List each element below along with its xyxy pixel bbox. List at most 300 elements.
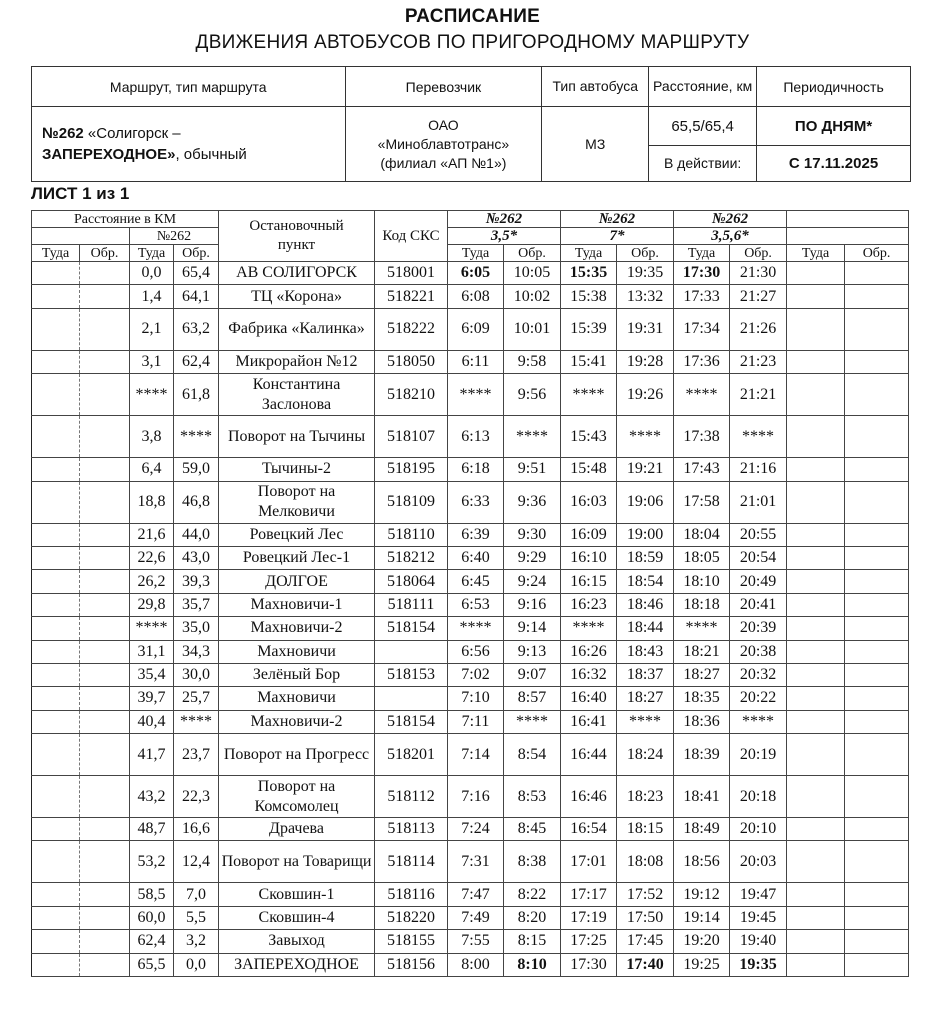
time-cell: 6:13 xyxy=(448,416,504,458)
km-to-empty-cell xyxy=(32,687,80,710)
empty-time-cell xyxy=(845,593,909,616)
km-to-empty-cell xyxy=(32,841,80,883)
km-to-empty-cell xyxy=(32,663,80,686)
carrier-line-3: (филиал «АП №1») xyxy=(380,154,507,171)
empty-time-cell xyxy=(845,687,909,710)
km-to-cell: 35,4 xyxy=(130,663,174,686)
empty-trip-header xyxy=(787,211,909,228)
stop-name-cell: Ровецкий Лес-1 xyxy=(219,546,375,569)
time-cell: 20:39 xyxy=(730,617,787,640)
time-cell: 16:40 xyxy=(561,687,617,710)
time-cell: 17:01 xyxy=(561,841,617,883)
time-cell: 9:56 xyxy=(504,374,561,416)
km-back-empty-cell xyxy=(80,818,130,841)
km-back-empty-cell xyxy=(80,734,130,776)
time-cell: 8:10 xyxy=(504,953,561,976)
time-cell: 18:04 xyxy=(674,523,730,546)
trip-1-days: 3,5* xyxy=(448,228,561,245)
km-to-cell: 43,2 xyxy=(130,776,174,818)
time-cell: 17:30 xyxy=(561,953,617,976)
km-back-cell: **** xyxy=(174,416,219,458)
time-cell: **** xyxy=(448,374,504,416)
table-row xyxy=(32,617,909,640)
time-cell: 17:52 xyxy=(617,883,674,906)
table-row xyxy=(32,663,909,686)
time-cell: 18:27 xyxy=(674,663,730,686)
time-cell: 9:14 xyxy=(504,617,561,640)
time-cell: 19:45 xyxy=(730,906,787,929)
schedule-table xyxy=(31,210,909,977)
empty-time-cell xyxy=(787,523,845,546)
km-back-cell: 59,0 xyxy=(174,458,219,481)
km-to-cell: 26,2 xyxy=(130,570,174,593)
time-cell: 9:30 xyxy=(504,523,561,546)
carrier-header: Перевозчик xyxy=(345,67,542,107)
stop-name-cell: Ровецкий Лес xyxy=(219,523,375,546)
km-back-cell: 22,3 xyxy=(174,776,219,818)
empty-time-cell xyxy=(845,570,909,593)
time-cell: 9:29 xyxy=(504,546,561,569)
time-cell: 6:45 xyxy=(448,570,504,593)
time-cell: 10:01 xyxy=(504,308,561,350)
km-back-cell: 43,0 xyxy=(174,546,219,569)
table-row xyxy=(32,374,909,416)
table-row xyxy=(32,883,909,906)
page-title: РАСПИСАНИЕ xyxy=(404,6,541,27)
empty-time-cell xyxy=(787,458,845,481)
time-cell: 18:36 xyxy=(674,710,730,733)
table-row xyxy=(32,350,909,373)
km-back-header: Обр. xyxy=(174,245,219,262)
time-cell: 17:34 xyxy=(674,308,730,350)
time-cell: 6:18 xyxy=(448,458,504,481)
stop-name-cell: ТЦ «Корона» xyxy=(219,285,375,308)
time-cell: 9:24 xyxy=(504,570,561,593)
time-cell: 21:01 xyxy=(730,481,787,523)
km-back-empty-cell xyxy=(80,841,130,883)
time-cell: 6:40 xyxy=(448,546,504,569)
time-cell: 15:43 xyxy=(561,416,617,458)
km-back-cell: 63,2 xyxy=(174,308,219,350)
km-to-cell: 40,4 xyxy=(130,710,174,733)
km-back-empty-cell xyxy=(80,710,130,733)
km-to-cell: 0,0 xyxy=(130,262,174,285)
km-back-cell: 35,0 xyxy=(174,617,219,640)
code-cell: 518111 xyxy=(375,593,448,616)
time-cell: 16:09 xyxy=(561,523,617,546)
time-cell: 19:35 xyxy=(617,262,674,285)
time-cell: 18:27 xyxy=(617,687,674,710)
time-cell: 21:21 xyxy=(730,374,787,416)
km-to-empty-cell xyxy=(32,481,80,523)
code-cell: 518114 xyxy=(375,841,448,883)
time-cell: 18:59 xyxy=(617,546,674,569)
empty-time-cell xyxy=(787,734,845,776)
trip-3-to-header: Туда xyxy=(674,245,730,262)
empty-time-cell xyxy=(787,570,845,593)
time-cell: 7:55 xyxy=(448,930,504,953)
table-row xyxy=(32,416,909,458)
time-cell: 16:23 xyxy=(561,593,617,616)
route-262-km-header: №262 xyxy=(130,228,219,245)
km-back-empty-cell xyxy=(80,883,130,906)
time-cell: 10:02 xyxy=(504,285,561,308)
code-cell: 518116 xyxy=(375,883,448,906)
time-cell: 20:38 xyxy=(730,640,787,663)
empty-time-cell xyxy=(787,930,845,953)
code-cell: 518110 xyxy=(375,523,448,546)
time-cell: 16:44 xyxy=(561,734,617,776)
empty-time-cell xyxy=(787,841,845,883)
time-cell: 20:18 xyxy=(730,776,787,818)
empty-time-cell xyxy=(787,350,845,373)
km-back-cell: 44,0 xyxy=(174,523,219,546)
empty-time-cell xyxy=(845,546,909,569)
km-back-cell: 46,8 xyxy=(174,481,219,523)
km-to-empty-cell xyxy=(32,523,80,546)
stop-name-cell: Поворот на Мелковичи xyxy=(219,481,375,523)
empty-time-cell xyxy=(787,593,845,616)
stop-name-cell: Поворот на Комсомолец xyxy=(219,776,375,818)
km-back-empty-cell xyxy=(80,687,130,710)
km-back-cell: 23,7 xyxy=(174,734,219,776)
stop-name-cell: Завыход xyxy=(219,930,375,953)
time-cell: 18:08 xyxy=(617,841,674,883)
time-cell: 15:38 xyxy=(561,285,617,308)
km-to-cell: 3,1 xyxy=(130,350,174,373)
km-to-cell: 65,5 xyxy=(130,953,174,976)
table-row xyxy=(32,308,909,350)
time-cell: 18:35 xyxy=(674,687,730,710)
empty-time-cell xyxy=(845,906,909,929)
km-back-cell: 5,5 xyxy=(174,906,219,929)
stop-header: Остановочный пункт xyxy=(219,211,375,262)
km-back-cell: 25,7 xyxy=(174,687,219,710)
time-cell: 18:49 xyxy=(674,818,730,841)
empty-time-cell xyxy=(787,546,845,569)
time-cell: **** xyxy=(674,617,730,640)
time-cell: 20:03 xyxy=(730,841,787,883)
table-row xyxy=(32,593,909,616)
code-cell: 518109 xyxy=(375,481,448,523)
empty-time-cell xyxy=(787,308,845,350)
km-to-cell: **** xyxy=(130,374,174,416)
empty-time-cell xyxy=(787,776,845,818)
time-cell: 18:54 xyxy=(617,570,674,593)
empty-time-cell xyxy=(787,710,845,733)
time-cell: **** xyxy=(561,374,617,416)
stop-name-cell: Микрорайон №12 xyxy=(219,350,375,373)
trip-1-back-header: Обр. xyxy=(504,245,561,262)
km-back-cell: 64,1 xyxy=(174,285,219,308)
trip-2-days: 7* xyxy=(561,228,674,245)
trip-2-to-header: Туда xyxy=(561,245,617,262)
table-row xyxy=(32,262,909,285)
empty-route-header xyxy=(32,228,130,245)
empty-time-cell xyxy=(845,663,909,686)
code-cell: 518156 xyxy=(375,953,448,976)
km-back-empty-cell xyxy=(80,953,130,976)
time-cell: 19:00 xyxy=(617,523,674,546)
time-cell: 18:56 xyxy=(674,841,730,883)
stop-name-cell: Поворот на Прогресс xyxy=(219,734,375,776)
stop-name-cell: АВ СОЛИГОРСК xyxy=(219,262,375,285)
table-row xyxy=(32,734,909,776)
km-back-cell: 16,6 xyxy=(174,818,219,841)
table-row xyxy=(32,546,909,569)
time-cell: 18:43 xyxy=(617,640,674,663)
empty-time-cell xyxy=(787,953,845,976)
table-row xyxy=(32,570,909,593)
route-number: №262 xyxy=(42,125,84,143)
km-back-cell: 39,3 xyxy=(174,570,219,593)
km-back-empty-cell xyxy=(80,285,130,308)
km-to-empty-cell xyxy=(32,818,80,841)
time-cell: 8:54 xyxy=(504,734,561,776)
time-cell: 20:22 xyxy=(730,687,787,710)
time-cell: 19:20 xyxy=(674,930,730,953)
time-cell: **** xyxy=(674,374,730,416)
time-cell: 8:53 xyxy=(504,776,561,818)
empty-time-cell xyxy=(845,374,909,416)
code-cell: 518154 xyxy=(375,617,448,640)
km-to-cell: 2,1 xyxy=(130,308,174,350)
trip-3-days: 3,5,6* xyxy=(674,228,787,245)
time-cell: 9:13 xyxy=(504,640,561,663)
time-cell: 17:58 xyxy=(674,481,730,523)
empty-time-cell xyxy=(845,818,909,841)
code-cell: 518154 xyxy=(375,710,448,733)
km-to-empty-cell xyxy=(32,953,80,976)
empty-time-cell xyxy=(845,350,909,373)
time-cell: 16:26 xyxy=(561,640,617,663)
stop-name-cell: Зелёный Бор xyxy=(219,663,375,686)
time-cell: 20:49 xyxy=(730,570,787,593)
empty-time-cell xyxy=(787,663,845,686)
empty-time-cell xyxy=(787,617,845,640)
km-to-empty-cell xyxy=(32,734,80,776)
km-to-cell: 29,8 xyxy=(130,593,174,616)
page-subtitle: ДВИЖЕНИЯ АВТОБУСОВ ПО ПРИГОРОДНОМУ МАРШРУТУ xyxy=(195,32,750,53)
time-cell: 6:53 xyxy=(448,593,504,616)
time-cell: 17:45 xyxy=(617,930,674,953)
distance-header: Расстояние, км xyxy=(649,67,757,107)
time-cell: 7:47 xyxy=(448,883,504,906)
code-cell: 518064 xyxy=(375,570,448,593)
km-to-empty-cell xyxy=(32,776,80,818)
time-cell: 15:48 xyxy=(561,458,617,481)
empty-time-cell xyxy=(787,906,845,929)
time-cell: 18:46 xyxy=(617,593,674,616)
code-header: Код СКС xyxy=(375,211,448,262)
route-type: , обычный xyxy=(175,146,247,164)
table-row xyxy=(32,458,909,481)
km-back-cell: 65,4 xyxy=(174,262,219,285)
km-to-cell: 60,0 xyxy=(130,906,174,929)
time-cell: 17:36 xyxy=(674,350,730,373)
trip-1-to-header: Туда xyxy=(448,245,504,262)
km-back-empty-cell xyxy=(80,776,130,818)
stop-name-cell: Поворот на Тычины xyxy=(219,416,375,458)
in-effect-label: В действии: xyxy=(649,145,757,181)
empty-time-cell xyxy=(845,458,909,481)
km-back-empty-cell xyxy=(80,617,130,640)
km-back-cell: 12,4 xyxy=(174,841,219,883)
trip-3-route: №262 xyxy=(674,211,787,228)
time-cell: 16:46 xyxy=(561,776,617,818)
km-to-cell: 41,7 xyxy=(130,734,174,776)
table-row xyxy=(32,818,909,841)
time-cell: 9:36 xyxy=(504,481,561,523)
stop-name-cell: Махновичи xyxy=(219,687,375,710)
km-to-empty-cell xyxy=(32,883,80,906)
time-cell: 18:15 xyxy=(617,818,674,841)
distance-value: 65,5/65,4 xyxy=(649,107,757,145)
time-cell: 9:58 xyxy=(504,350,561,373)
time-cell: 21:26 xyxy=(730,308,787,350)
time-cell: 7:14 xyxy=(448,734,504,776)
time-cell: 21:30 xyxy=(730,262,787,285)
code-cell: 518220 xyxy=(375,906,448,929)
time-cell: 6:33 xyxy=(448,481,504,523)
time-cell: **** xyxy=(617,710,674,733)
code-cell xyxy=(375,687,448,710)
time-cell: 7:10 xyxy=(448,687,504,710)
time-cell: 18:10 xyxy=(674,570,730,593)
time-cell: 10:05 xyxy=(504,262,561,285)
km-to-cell: 62,4 xyxy=(130,930,174,953)
time-cell: 19:35 xyxy=(730,953,787,976)
trip-3-back-header: Обр. xyxy=(730,245,787,262)
km-to-empty-cell xyxy=(32,308,80,350)
table-row xyxy=(32,953,909,976)
code-cell: 518153 xyxy=(375,663,448,686)
km-back-empty-cell xyxy=(80,523,130,546)
time-cell: 19:40 xyxy=(730,930,787,953)
code-cell: 518201 xyxy=(375,734,448,776)
time-cell: 6:05 xyxy=(448,262,504,285)
table-row xyxy=(32,523,909,546)
empty-time-cell xyxy=(845,776,909,818)
time-cell: 16:03 xyxy=(561,481,617,523)
time-cell: 19:26 xyxy=(617,374,674,416)
time-cell: 18:21 xyxy=(674,640,730,663)
time-cell: 21:23 xyxy=(730,350,787,373)
time-cell: 8:20 xyxy=(504,906,561,929)
time-cell: 19:31 xyxy=(617,308,674,350)
code-cell: 518212 xyxy=(375,546,448,569)
time-cell: 6:08 xyxy=(448,285,504,308)
km-back-cell: 34,3 xyxy=(174,640,219,663)
code-cell: 518050 xyxy=(375,350,448,373)
table-row xyxy=(32,841,909,883)
empty-time-cell xyxy=(845,262,909,285)
time-cell: **** xyxy=(448,617,504,640)
time-cell: 21:16 xyxy=(730,458,787,481)
empty-time-cell xyxy=(787,285,845,308)
km-to-empty-cell xyxy=(32,416,80,458)
stop-name-cell: Сковшин-1 xyxy=(219,883,375,906)
empty-time-cell xyxy=(787,374,845,416)
time-cell: 19:28 xyxy=(617,350,674,373)
time-cell: 17:19 xyxy=(561,906,617,929)
time-cell: 17:30 xyxy=(674,262,730,285)
time-cell: **** xyxy=(617,416,674,458)
km-to-cell: 22,6 xyxy=(130,546,174,569)
code-cell: 518107 xyxy=(375,416,448,458)
stop-name-cell: Махновичи-2 xyxy=(219,617,375,640)
time-cell: 20:19 xyxy=(730,734,787,776)
code-cell: 518112 xyxy=(375,776,448,818)
trip-4-to-header: Туда xyxy=(787,245,845,262)
time-cell: **** xyxy=(504,710,561,733)
km-back-cell: 30,0 xyxy=(174,663,219,686)
table-row xyxy=(32,285,909,308)
route-info-table xyxy=(31,66,911,182)
time-cell: 20:10 xyxy=(730,818,787,841)
empty-time-cell xyxy=(845,953,909,976)
empty-time-cell xyxy=(845,285,909,308)
time-cell: 19:12 xyxy=(674,883,730,906)
km-to-cell: 6,4 xyxy=(130,458,174,481)
km-back-empty-cell xyxy=(80,262,130,285)
km-back-cell: 0,0 xyxy=(174,953,219,976)
trip-4-back-header: Обр. xyxy=(845,245,909,262)
empty-time-cell xyxy=(845,481,909,523)
km-to-empty-cell xyxy=(32,570,80,593)
km-back-empty-cell xyxy=(80,350,130,373)
time-cell: 8:22 xyxy=(504,883,561,906)
time-cell: 7:02 xyxy=(448,663,504,686)
time-cell: 6:56 xyxy=(448,640,504,663)
time-cell: 17:50 xyxy=(617,906,674,929)
empty-time-cell xyxy=(845,617,909,640)
time-cell: 18:39 xyxy=(674,734,730,776)
empty-time-cell xyxy=(845,734,909,776)
table-row xyxy=(32,930,909,953)
time-cell: **** xyxy=(730,710,787,733)
km-to-cell: 18,8 xyxy=(130,481,174,523)
empty-time-cell xyxy=(787,416,845,458)
km-back-empty-cell xyxy=(80,481,130,523)
time-cell: 6:09 xyxy=(448,308,504,350)
time-cell: 20:54 xyxy=(730,546,787,569)
table-row xyxy=(32,481,909,523)
code-cell: 518221 xyxy=(375,285,448,308)
bus-type-value: МЗ xyxy=(542,107,649,182)
time-cell: 18:44 xyxy=(617,617,674,640)
km-back-empty-cell xyxy=(80,593,130,616)
stop-name-cell: ДОЛГОЕ xyxy=(219,570,375,593)
km-to-empty-cell xyxy=(32,374,80,416)
code-cell: 518195 xyxy=(375,458,448,481)
stop-name-cell: ЗАПЕРЕХОДНОЕ xyxy=(219,953,375,976)
time-cell: 16:41 xyxy=(561,710,617,733)
time-cell: **** xyxy=(504,416,561,458)
code-cell: 518210 xyxy=(375,374,448,416)
time-cell: 7:49 xyxy=(448,906,504,929)
time-cell: 19:06 xyxy=(617,481,674,523)
time-cell: 20:55 xyxy=(730,523,787,546)
time-cell: 7:16 xyxy=(448,776,504,818)
time-cell: 19:25 xyxy=(674,953,730,976)
time-cell: 8:57 xyxy=(504,687,561,710)
stop-name-cell: Махновичи-2 xyxy=(219,710,375,733)
carrier-line-2: «Миноблавтотранс» xyxy=(377,135,510,152)
km-back-empty-cell xyxy=(80,663,130,686)
code-cell: 518222 xyxy=(375,308,448,350)
empty-trip-days xyxy=(787,228,909,245)
